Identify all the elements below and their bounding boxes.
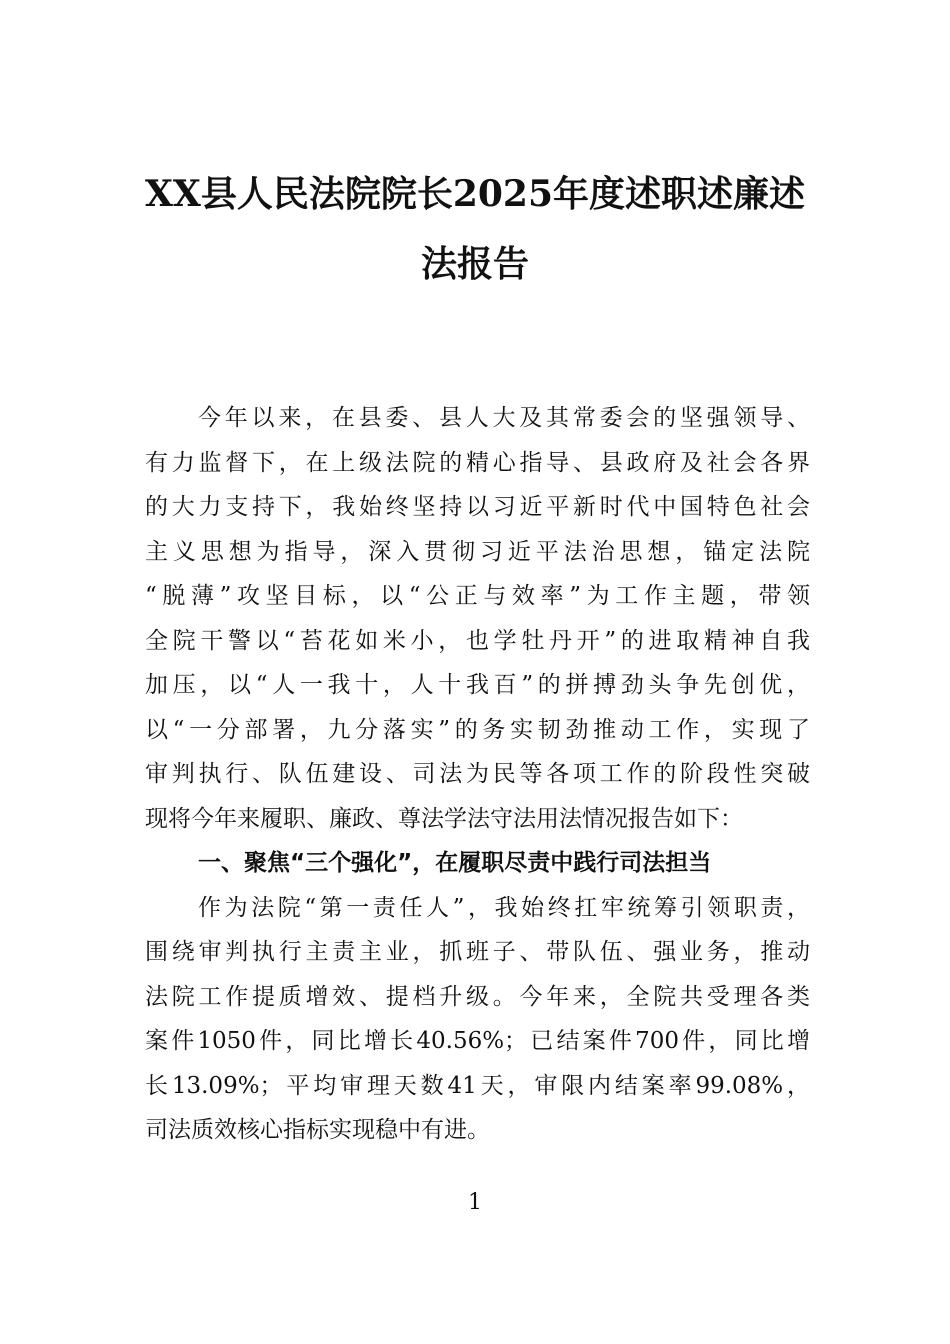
intro-paragraph-line: 今年以来，在县委、县人大及其常委会的坚强领导、: [198, 405, 810, 431]
intro-paragraph-line: 有力监督下，在上级法院的精心指导、县政府及社会各界: [145, 450, 810, 476]
intro-paragraph-line: 审判执行、队伍建设、司法为民等各项工作的阶段性突破: [145, 761, 810, 787]
intro-paragraph-line: 现将今年来履职、廉政、尊法学法守法用法情况报告如下：: [145, 806, 743, 832]
intro-paragraph-line: 的大力支持下，我始终坚持以习近平新时代中国特色社会: [145, 494, 810, 520]
document-title-line-1: XX县人民法院院长2025年度述职述廉述: [144, 173, 806, 215]
intro-paragraph-line: 加压，以“人一我十，人十我百”的拼搏劲头争先创优，: [145, 672, 810, 698]
intro-paragraph-line: “脱薄”攻坚目标，以“公正与效率”为工作主题，带领: [145, 583, 810, 609]
section-1-paragraph-line: 作为法院“第一责任人”，我始终扛牢统筹引领职责，: [198, 895, 810, 921]
intro-paragraph-line: 全院干警以“苔花如米小，也学牡丹开”的进取精神自我: [145, 628, 810, 654]
section-1-paragraph-line: 围绕审判执行主责主业，抓班子、带队伍、强业务，推动: [145, 939, 810, 965]
section-1-paragraph-line: 法院工作提质增效、提档升级。今年来，全院共受理各类: [145, 984, 810, 1010]
section-1-paragraph-line: 长13.09%；平均审理天数41天，审限内结案率99.08%，: [145, 1073, 810, 1099]
page-number: 1: [468, 1190, 482, 1215]
intro-paragraph-line: 主义思想为指导，深入贯彻习近平法治思想，锚定法院: [145, 539, 810, 565]
section-1-heading: 一、聚焦“三个强化”，在履职尽责中践行司法担当: [198, 850, 712, 876]
intro-paragraph-line: 以“一分部署，九分落实”的务实韧劲推动工作，实现了: [145, 717, 810, 743]
document-title-line-2: 法报告: [420, 243, 529, 285]
section-1-paragraph-line: 案件1050件，同比增长40.56%；已结案件700件，同比增: [145, 1028, 810, 1054]
section-1-paragraph-line: 司法质效核心指标实现稳中有进。: [145, 1117, 490, 1143]
